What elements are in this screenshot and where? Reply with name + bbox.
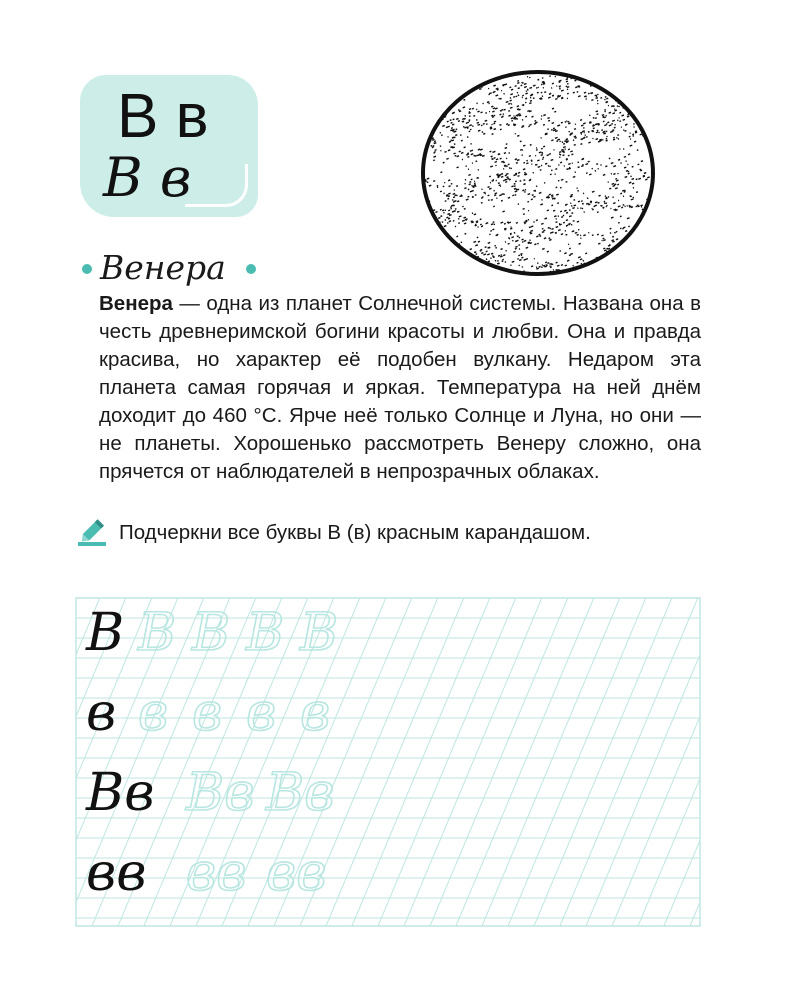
trace-letter: вв [186,843,247,903]
copy-sample-2: в [86,683,117,743]
trace-letter: вв [266,843,327,903]
trace-letter: В [246,603,285,663]
copy-sample-4: вв [86,843,147,903]
trace-letter: в [300,683,331,743]
paragraph-text: — одна из планет Солнечной системы. Названа она в честь древнеримской богини красоты и любви. Она и правда красива, но характер её подобен вулкану. Недаром эта планета самая горячая и яркая. Температура на ней днём доходит до 460 °C. Ярче неё только Солнце и Луна, но они — не планеты. Хорошенько рассмотреть Венеру сложно, она прячется от наблюдателей в непрозрачных облаках. [99,292,701,483]
instruction-text: Подчеркни все буквы В (в) красным карандашом. [119,521,591,544]
trace-letter: в [138,683,169,743]
trace-letter: в [246,683,277,743]
trace-letter: в [192,683,223,743]
trace-letter: Вв [266,763,335,823]
printed-letter: В в [117,82,209,151]
copy-sample-1: В [86,603,125,663]
topic-word: Венера [100,248,226,287]
trace-letter: В [192,603,231,663]
paragraph-term: Венера [99,292,173,315]
cursive-letter: В в [103,146,192,209]
trace-letter: Вв [186,763,255,823]
trace-letter: В [300,603,339,663]
copy-sample-3: Вв [86,763,155,823]
trace-letter: В [138,603,177,663]
